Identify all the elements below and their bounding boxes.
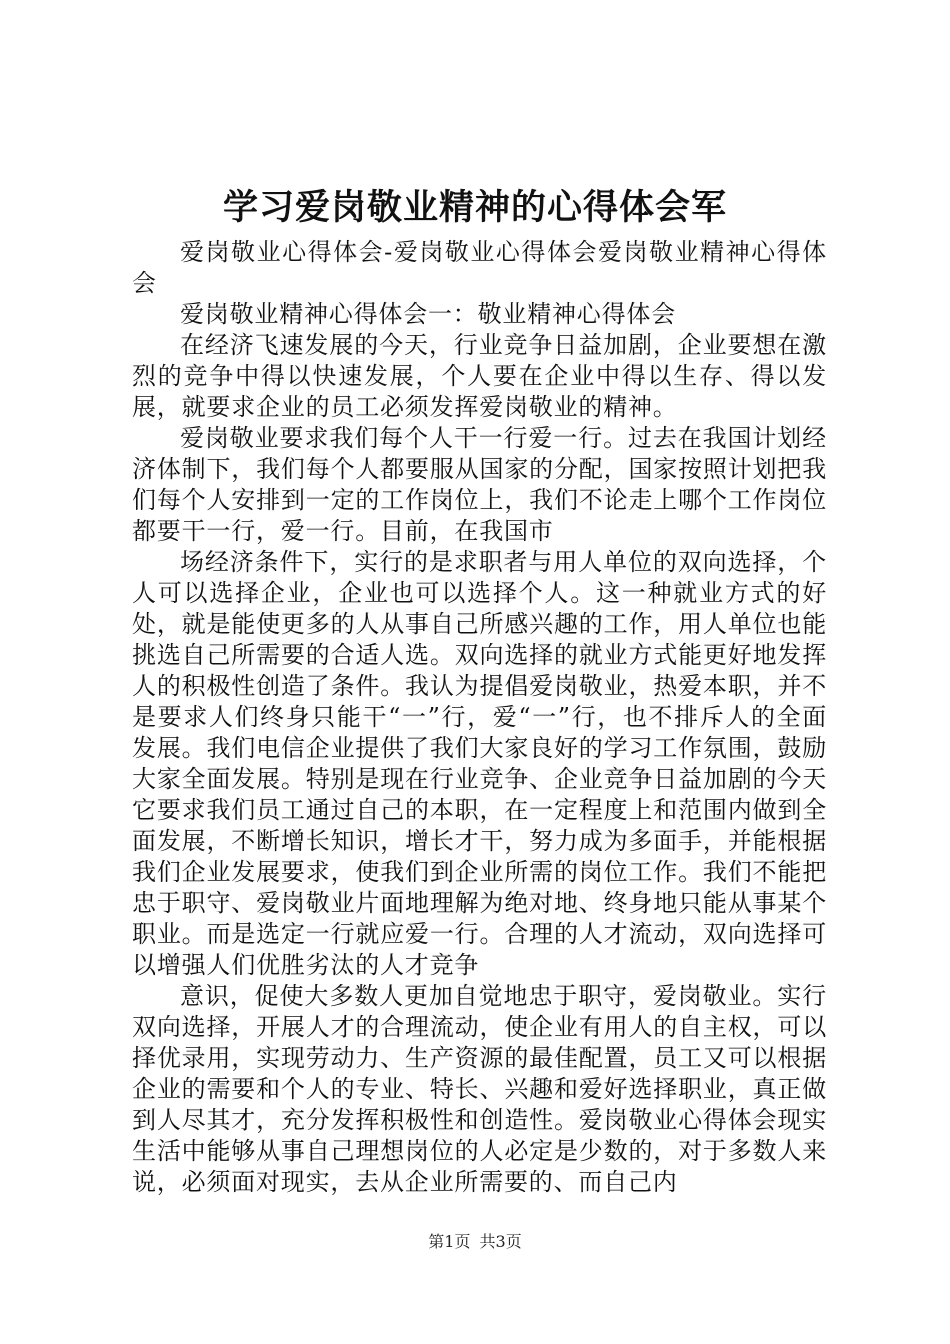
document-title: 学习爱岗敬业精神的心得体会军: [222, 187, 727, 228]
document-body: [132, 237, 827, 1198]
page-total: 共3页: [479, 1232, 522, 1251]
paragraph: 在经济飞速发展的今天，行业竞争日益加剧，企业要想在激烈的竞争中得以快速发展，个人要在企业中得以生存、得以发展，就要求企业的员工必须发挥爱岗敬业的精神。: [132, 331, 827, 421]
paragraph: 场经济条件下，实行的是求职者与用人单位的双向选择，个人可以选择企业，企业也可以选择个人。这一种就业方式的好处，就是能使更多的人从事自己所感兴趣的工作，用人单位也能挑选自己所需要的合适人选。双向选择的就业方式能更好地发挥人的积极性创造了条件。我认为提倡爱岗敬业，热爱本职，并不是要求人们终身只能干“一”行，爱“一”行，也不排斥人的全面发展。我们电信企业提供了我们大家良好的学习工作氛围，鼓励大家全面发展。特别是现在行业竞争、企业竞争日益加剧的今天它要求我们员工通过自己的本职，在一定程度上和范围内做到全面发展，不断增长知识，增长才干，努力成为多面手，并能根据我们企业发展要求，使我们到企业所需的岗位工作。我们不能把忠于职守、爱岗敬业片面地理解为绝对地、终身地只能从事某个职业。而是选定一行就应爱一行。合理的人才流动，双向选择可以增强人们优胜劣汰的人才竞争: [132, 548, 827, 979]
paragraph: 爱岗敬业心得体会-爱岗敬业心得体会爱岗敬业精神心得体会: [132, 238, 827, 297]
page-number: 第1页: [428, 1232, 471, 1251]
paragraph: 爱岗敬业要求我们每个人干一行爱一行。过去在我国计划经济体制下，我们每个人都要服从国家的分配，国家按照计划把我们每个人安排到一定的工作岗位上，我们不论走上哪个工作岗位都要干一行，爱一行。目前，在我国市: [132, 424, 827, 545]
paragraph: 爱岗敬业精神心得体会一：敬业精神心得体会: [180, 300, 676, 328]
paragraph: 意识，促使大多数人更加自觉地忠于职守，爱岗敬业。实行双向选择，开展人才的合理流动，使企业有用人的自主权，可以择优录用，实现劳动力、生产资源的最佳配置，员工又可以根据企业的需要和个人的专业、特长、兴趣和爱好选择职业，真正做到人尽其才，充分发挥积极性和创造性。爱岗敬业心得体会现实生活中能够从事自己理想岗位的人必定是少数的，对于多数人来说，必须面对现实，去从企业所需要的、而自己内: [132, 982, 827, 1196]
page-footer: [0, 1232, 950, 1252]
